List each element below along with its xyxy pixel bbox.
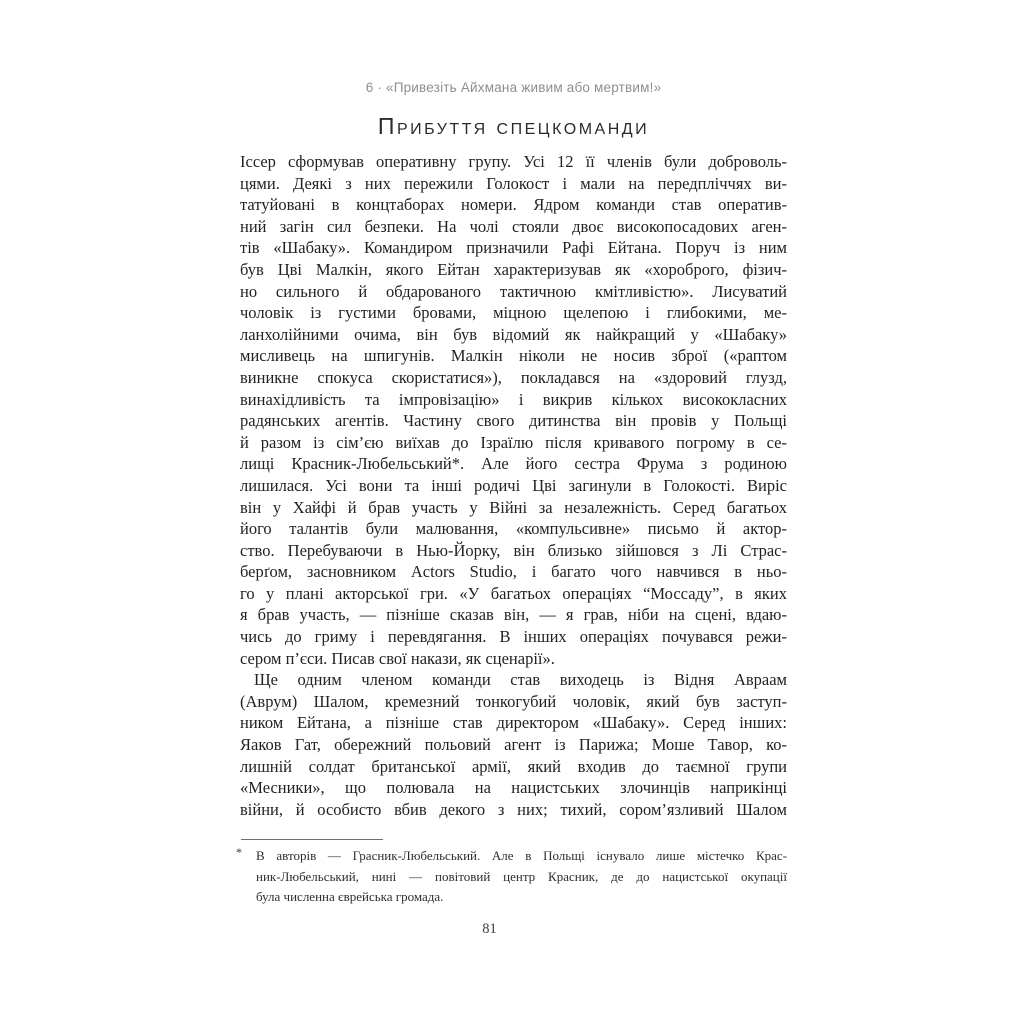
running-head: 6 · «Привезіть Айхмана живим або мертвим!» bbox=[365, 80, 662, 95]
text-line: була численна єврейська громада. bbox=[256, 889, 444, 904]
text-line: його талантів були малювання, «компульсивне» письмо й актор- bbox=[240, 519, 787, 539]
text-line: ланхолійними очима, він був відомий як найкращий у «Шабаку» bbox=[240, 324, 787, 344]
text-line: війни, й особисто вбив декого з них; тихий, сором’язливий Шалом bbox=[240, 799, 787, 819]
text-line: берґом, засновником Actors Studio, і багато чого навчився в ньо- bbox=[240, 562, 787, 582]
text-line: мисливець на шпигунів. Малкін ніколи не носив зброї («раптом bbox=[240, 346, 787, 366]
body-text bbox=[240, 151, 787, 820]
text-line: ство. Перебуваючи в Нью-Йорку, він близько зійшовся з Лі Страс- bbox=[240, 540, 787, 560]
text-line: лишилася. Усі вони та інші родичі Цві загинули в Голокості. Виріс bbox=[240, 475, 787, 495]
text-line: чоловік із густими бровами, міцною щелепою і глибокими, ме- bbox=[240, 303, 787, 323]
section-title: Прибуття спецкоманди bbox=[377, 113, 650, 139]
text-line: сером п’єси. Писав свої накази, як сценарії». bbox=[240, 648, 555, 668]
text-line: тів «Шабаку». Командиром призначили Рафі Ейтана. Поруч із ним bbox=[240, 238, 787, 258]
paragraph-1 bbox=[240, 151, 787, 669]
text-line: Іссер сформував оперативну групу. Усі 12 її членів були доброволь- bbox=[240, 152, 787, 171]
text-line: (Аврум) Шалом, кремезний тонкогубий чоловік, який був заступ- bbox=[240, 691, 787, 711]
paragraph-2 bbox=[240, 669, 787, 820]
text-line: ником Ейтана, а пізніше став директором «Шабаку». Серед інших: bbox=[240, 713, 787, 733]
text-line: був Цві Малкін, якого Ейтан характеризував як «хороброго, фізич- bbox=[240, 259, 787, 279]
footnote bbox=[236, 846, 787, 908]
footnote-text bbox=[236, 846, 787, 908]
text-line: цями. Деякі з них пережили Голокост і мали на передпліччях ви- bbox=[240, 173, 787, 193]
footnote-separator bbox=[241, 839, 383, 840]
text-line: В авторів — Грасник-Любельський. Але в Польщі існувало лише містечко Крас- bbox=[256, 848, 787, 863]
text-line: й разом із сім’єю виїхав до Ізраїлю після кривавого погрому в се- bbox=[240, 432, 787, 452]
text-line: Ще одним членом команди став виходець із Відня Авраам bbox=[254, 670, 787, 690]
text-line: чись до гриму і перевдягання. В інших операціях почувався режи- bbox=[240, 627, 787, 647]
text-line: го у плані акторської гри. «У багатьох операціях “Моссаду”, в яких bbox=[240, 583, 787, 603]
text-line: радянських агентів. Частину свого дитинства він провів у Польщі bbox=[240, 411, 787, 431]
text-line: лищі Красник-Любельський*. Але його сестра Фрума з родиною bbox=[240, 454, 787, 474]
text-line: винахідливість та імпровізацію» і викрив кількох висококласних bbox=[240, 389, 787, 409]
footnote-marker: * bbox=[236, 845, 242, 859]
text-line: Яаков Гат, обережний польовий агент із Парижа; Моше Тавор, ко- bbox=[240, 735, 787, 755]
text-line: татуйовані в концтаборах номери. Ядром команди став оператив- bbox=[240, 195, 787, 215]
text-line: «Месники», що полювала на нацистських злочинців наприкінці bbox=[240, 778, 787, 798]
page-number: 81 bbox=[482, 921, 497, 937]
text-line: ний загін сил безпеки. На чолі стояли двоє високопосадових аген- bbox=[240, 216, 787, 236]
text-line: виникне спокуса скористатися»), покладався на «здоровий глузд, bbox=[240, 367, 787, 387]
text-line: но сильного й обдарованого тактичною кмітливістю». Лисуватий bbox=[240, 281, 787, 301]
text-line: я брав участь, — пізніше сказав він, — я грав, ніби на сцені, вдаю- bbox=[240, 605, 787, 625]
text-line: ник-Любельський, нині — повітовий центр Красник, де до нацистської окупації bbox=[256, 868, 787, 884]
text-line: лишній солдат британської армії, який входив до таємної групи bbox=[240, 756, 787, 776]
text-line: він у Хайфі й брав участь у Війні за незалежність. Серед багатьох bbox=[240, 497, 787, 517]
